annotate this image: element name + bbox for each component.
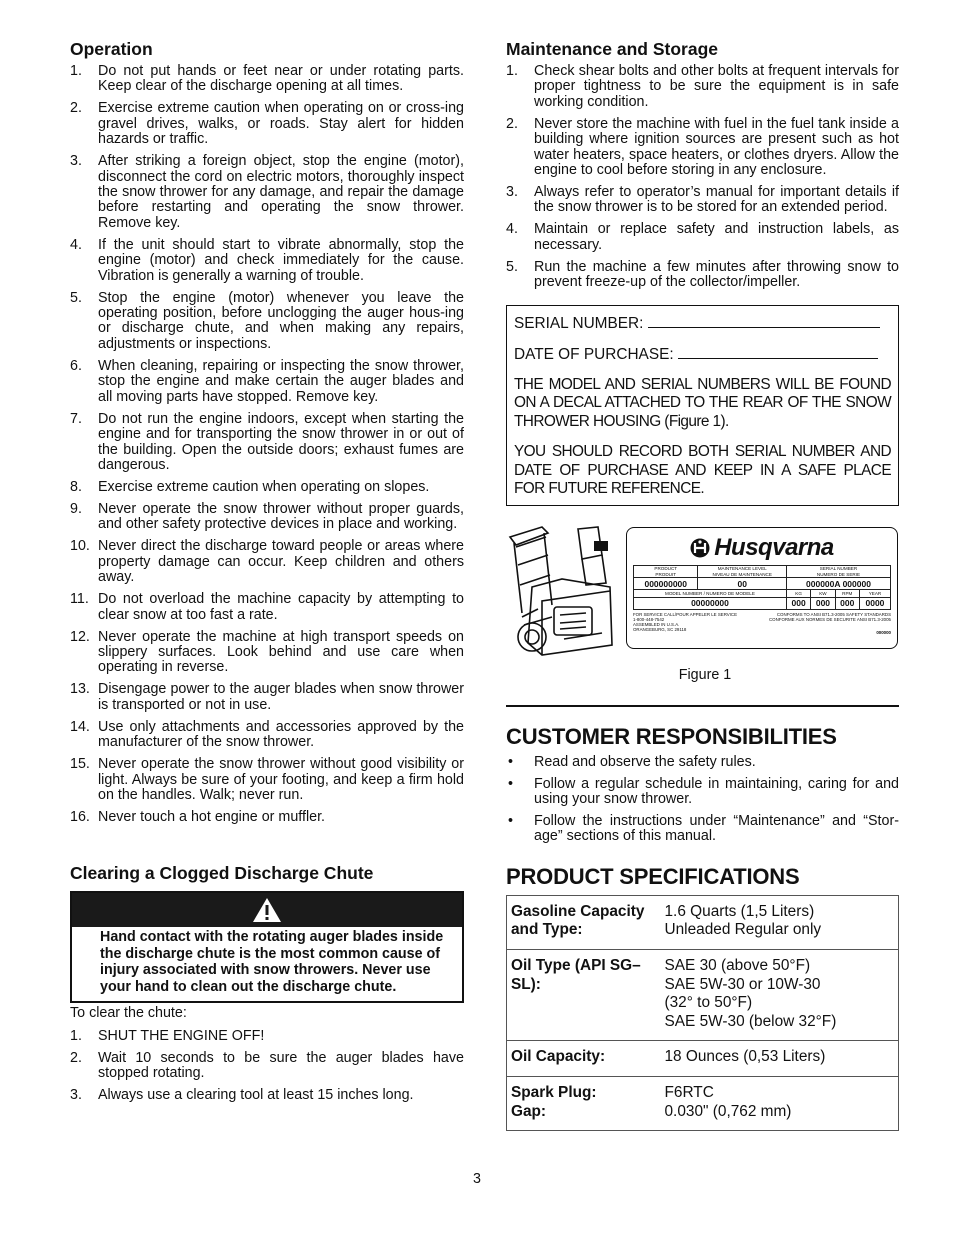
maintenance-item-number: 4. [506, 221, 518, 238]
decal-conforms-fr: CONFORME AUX NORMES DE SECURITE ANSI B71.3-2005 [769, 617, 891, 623]
bullet-icon: • [508, 813, 514, 830]
maintenance-list [506, 64, 899, 291]
clear-chute-item-number: 1. [70, 1027, 82, 1044]
bullet-icon: • [508, 775, 514, 792]
operation-item-number: 15. [70, 756, 90, 773]
operation-item [70, 539, 464, 585]
decal-kw-value: 000 [811, 597, 835, 609]
customer-responsibility-text: Follow a regular schedule in maintaining, caring for and using your snow thrower. [534, 775, 899, 808]
spec-label: Oil Type (API SG–SL): [507, 950, 661, 1041]
operation-item [70, 64, 464, 95]
decal-niveau-label: NIVEAU DE MAINTENANCE [712, 571, 772, 577]
right-column [506, 39, 899, 1131]
decal-rpm-value: 000 [835, 597, 859, 609]
decal-kw-label: KW [811, 590, 835, 597]
operation-list [70, 64, 464, 825]
operation-item-number: 12. [70, 628, 90, 645]
spec-row [507, 895, 899, 949]
decal-product-value: 000000000 [634, 578, 698, 590]
decal-kg-label: KG [786, 590, 810, 597]
left-column [70, 39, 464, 1110]
maintenance-item-text: Check shear bolts and other bolts at frequent intervals for proper tightness to be sure the equipment is in safe working condition. [534, 63, 899, 110]
serial-decal [626, 527, 898, 649]
spec-row [507, 1041, 899, 1077]
decal-numero-label: NUMERO DE SERIE [816, 571, 861, 577]
decal-year-value: 0000 [859, 597, 890, 609]
spec-row [507, 950, 899, 1041]
clear-chute-item [70, 1088, 464, 1103]
spec-value: 18 Ounces (0,53 Liters) [661, 1041, 899, 1077]
operation-item-text: Stop the engine (motor) whenever you leave the operating position, before unclogging the auger hous-ing or discharge chute, and when making any repairs, adjustments or inspections. [98, 289, 464, 352]
customer-responsibility-text: Follow the instructions under “Maintenance” and “Stor-age” sections of this manual. [534, 813, 899, 845]
spec-value: SAE 30 (above 50°F) SAE 5W-30 or 10W-30 (32° to 50°F) SAE 5W-30 (below 32°F) [661, 950, 899, 1041]
decal-model-label: MODEL NUMBER / NUMERO DE MODELE [634, 590, 787, 597]
maintenance-item-number: 2. [506, 115, 518, 132]
customer-responsibilities-heading: CUSTOMER RESPONSIBILITIES [506, 723, 837, 749]
decal-product-header [634, 565, 698, 578]
decal-maint-header [698, 565, 786, 578]
operation-item-text: When cleaning, repairing or inspecting the snow thrower, stop the engine and make certain the auger blades and all moving parts have stopped. Remove key. [98, 357, 464, 405]
clear-chute-item-number: 3. [70, 1087, 82, 1104]
operation-item-text: If the unit should start to vibrate abnormally, stop the engine (motor) and check immediately for the cause. Vibration is generally a warning of trouble. [98, 236, 464, 284]
decal-service-info [633, 612, 737, 636]
operation-item-number: 9. [70, 500, 82, 517]
maintenance-item-text: Always refer to operator’s manual for important details if the snow thrower is to be stored for an extended period. [534, 184, 899, 216]
decal-model-value: 00000000 [634, 597, 787, 609]
operation-item-text: Do not overload the machine capacity by attempting to clear snow at too fast a rate. [98, 591, 464, 623]
serial-number-label: SERIAL NUMBER: [514, 314, 644, 332]
operation-item-number: 8. [70, 478, 82, 495]
operation-item-text: Exercise extreme caution when operating on slopes. [98, 478, 430, 495]
operation-item-text: Exercise extreme caution when operating on or cross-ing gravel drives, walks, or roads. Stay alert for hidden hazards or traffic. [98, 100, 464, 148]
decal-conforms-en: CONFORMS TO ANSI B71.3-2005 SAFETY STANDARDS [776, 611, 891, 617]
maintenance-item-text: Maintain or replace safety and instruction labels, as necessary. [534, 221, 899, 253]
husqvarna-crown-icon [690, 537, 710, 559]
decal-maint-value: 00 [698, 578, 786, 590]
decal-kg-value: 000 [786, 597, 810, 609]
clear-chute-item [70, 1051, 464, 1082]
maintenance-item-number: 3. [506, 184, 518, 201]
warning-text: Hand contact with the rotating auger blades inside the discharge chute is the most common cause of injury associated with snow throwers. Never use your hand to clean out the discharge chute. [100, 929, 444, 995]
spec-label: Oil Capacity: [507, 1041, 661, 1077]
spec-value: F6RTC 0.030" (0,762 mm) [661, 1077, 899, 1131]
operation-item-text: Never operate the snow thrower without good visibility or light. Always be sure of your footing, and keep a firm hold on the handles. Walk; never run. [98, 756, 464, 803]
clogged-chute-heading: Clearing a Clogged Discharge Chute [70, 863, 374, 884]
operation-item [70, 502, 464, 533]
operation-item-text: Never direct the discharge toward people or areas where property damage can occur. Keep children and others away. [98, 538, 464, 586]
warning-triangle-icon [252, 897, 282, 923]
customer-responsibilities-list [506, 755, 899, 845]
operation-item-text: Never operate the snow thrower without proper guards, and other safety protective devices in place and working. [98, 500, 464, 533]
operation-item [70, 154, 464, 231]
spec-value: 1.6 Quarts (1,5 Liters) Unleaded Regular only [661, 895, 899, 949]
date-of-purchase-line [514, 345, 891, 365]
serial-number-line [514, 314, 891, 334]
decal-phone: 1-800-448-7542 [633, 617, 665, 623]
maintenance-item-number: 1. [506, 63, 518, 79]
operation-item-number: 11. [70, 591, 89, 608]
maintenance-item [506, 117, 899, 179]
operation-item [70, 291, 464, 353]
operation-item-text: After striking a foreign object, stop the engine (motor), disconnect the cord on electric motors, thoroughly inspect the snow thrower for any damage, and repair the damage before restarting and operating the snow thrower. Remove key. [98, 153, 464, 231]
spec-label: Gasoline Capacity and Type: [507, 895, 661, 949]
operation-item-number: 7. [70, 410, 82, 427]
operation-item-number: 16. [70, 808, 90, 825]
operation-item-number: 10. [70, 538, 90, 555]
maintenance-item-text: Run the machine a few minutes after throwing snow to prevent freeze-up of the collector/impeller. [534, 258, 899, 291]
operation-item [70, 630, 464, 676]
decal-product-label: PRODUCT [654, 566, 678, 572]
operation-item-text: Disengage power to the auger blades when snow thrower is transported or not in use. [98, 681, 464, 713]
operation-item-number: 4. [70, 236, 82, 253]
decal-code: 000000 [876, 630, 891, 636]
clear-chute-item-text: SHUT THE ENGINE OFF! [98, 1027, 265, 1044]
product-specifications-table [506, 895, 899, 1131]
brand-name: Husqvarna [714, 533, 834, 561]
operation-item-number: 1. [70, 63, 82, 79]
operation-item-number: 5. [70, 289, 82, 306]
operation-item [70, 720, 464, 751]
operation-item [70, 592, 464, 623]
operation-heading: Operation [70, 39, 153, 59]
figure-1 [506, 527, 899, 692]
figure-caption: Figure 1 [678, 666, 732, 683]
serial-record-note: YOU SHOULD RECORD BOTH SERIAL NUMBER AND DATE OF PURCHASE AND KEEP IN A SAFE PLACE FOR FUTURE REFERENCE. [514, 443, 891, 498]
date-of-purchase-blank[interactable] [678, 345, 878, 359]
customer-responsibility-item [506, 777, 899, 808]
operation-item [70, 359, 464, 405]
customer-responsibility-item [506, 755, 899, 770]
warning-box [70, 891, 464, 1003]
maintenance-item [506, 260, 899, 291]
operation-item [70, 480, 464, 495]
operation-item-number: 14. [70, 718, 90, 735]
warning-banner [72, 893, 462, 927]
decal-location: ORANGEBURG, SC 29118 [633, 627, 687, 633]
operation-item-number: 2. [70, 100, 82, 117]
maintenance-item [506, 185, 899, 216]
bullet-icon: • [508, 753, 514, 770]
operation-item [70, 101, 464, 147]
operation-item-number: 3. [70, 153, 82, 170]
operation-item-text: Never operate the machine at high transport speeds on slippery surfaces. Look behind and use care when operating in reverse. [98, 628, 464, 676]
page-number: 3 [473, 1171, 481, 1187]
maintenance-item-text: Never store the machine with fuel in the fuel tank inside a building where ignition sources are present such as hot water heaters, space heaters, or clothes dryers. Allow the engine to cool before storing in any enclosure. [534, 115, 899, 179]
operation-item-text: Do not put hands or feet near or under rotating parts. Keep clear of the discharge opening at all times. [98, 63, 464, 95]
brand-logo [633, 533, 891, 561]
clear-chute-intro: To clear the chute: [70, 1005, 187, 1022]
decal-serial-value: 000000A 000000 [786, 578, 890, 590]
serial-record-box [506, 305, 899, 506]
operation-item-text: Never touch a hot engine or muffler. [98, 808, 326, 825]
customer-responsibility-item [506, 814, 899, 845]
decal-service-call: FOR SERVICE CALL/POUR APPELER LE SERVICE [633, 611, 738, 617]
decal-footer [633, 612, 891, 636]
maintenance-heading: Maintenance and Storage [506, 39, 718, 59]
clear-chute-item-text: Always use a clearing tool at least 15 inches long. [98, 1087, 414, 1104]
snow-thrower-illustration [502, 525, 620, 659]
date-of-purchase-label: DATE OF PURCHASE: [514, 345, 674, 363]
operation-item-text: Do not run the engine indoors, except when starting the engine and for transporting the snow thrower in or out of the building. Open the outside doors; exhaust fumes are dangerous. [98, 410, 464, 473]
decal-table [633, 565, 891, 610]
serial-location-note: THE MODEL AND SERIAL NUMBERS WILL BE FOUND ON A DECAL ATTACHED TO THE REAR OF THE SNOW THROWER HOUSING (Figure 1). [514, 375, 891, 431]
clear-chute-item-text: Wait 10 seconds to be sure the auger blades have stopped rotating. [98, 1049, 464, 1082]
operation-item [70, 757, 464, 803]
decal-assembled: ASSEMBLED IN U.S.A. [633, 622, 680, 628]
decal-produit-label: PRODUIT [655, 571, 677, 577]
customer-responsibility-text: Read and observe the safety rules. [534, 753, 756, 770]
serial-number-blank[interactable] [648, 314, 880, 328]
decal-serial-header [786, 565, 890, 578]
section-divider [506, 705, 899, 707]
decal-conformance [769, 612, 891, 636]
clear-chute-item-number: 2. [70, 1049, 82, 1066]
operation-item-number: 13. [70, 681, 90, 698]
maintenance-item [506, 222, 899, 253]
decal-serial-label: SERIAL NUMBER [819, 566, 858, 572]
operation-item [70, 810, 464, 825]
operation-item [70, 412, 464, 474]
maintenance-item [506, 64, 899, 110]
operation-item [70, 238, 464, 284]
operation-item [70, 682, 464, 713]
clear-chute-item [70, 1029, 464, 1044]
operation-item-text: Use only attachments and accessories approved by the manufacturer of the snow thrower. [98, 718, 464, 751]
operation-item-number: 6. [70, 357, 82, 374]
maintenance-item-number: 5. [506, 258, 518, 275]
decal-year-label: YEAR [859, 590, 890, 597]
spec-row [507, 1077, 899, 1131]
product-specifications-heading: PRODUCT SPECIFICATIONS [506, 863, 800, 889]
spec-label: Spark Plug: Gap: [507, 1077, 661, 1131]
clear-chute-list [70, 1029, 464, 1104]
decal-maint-label: MAINTENANCE LEVEL [717, 566, 767, 572]
decal-rpm-label: RPM [835, 590, 859, 597]
